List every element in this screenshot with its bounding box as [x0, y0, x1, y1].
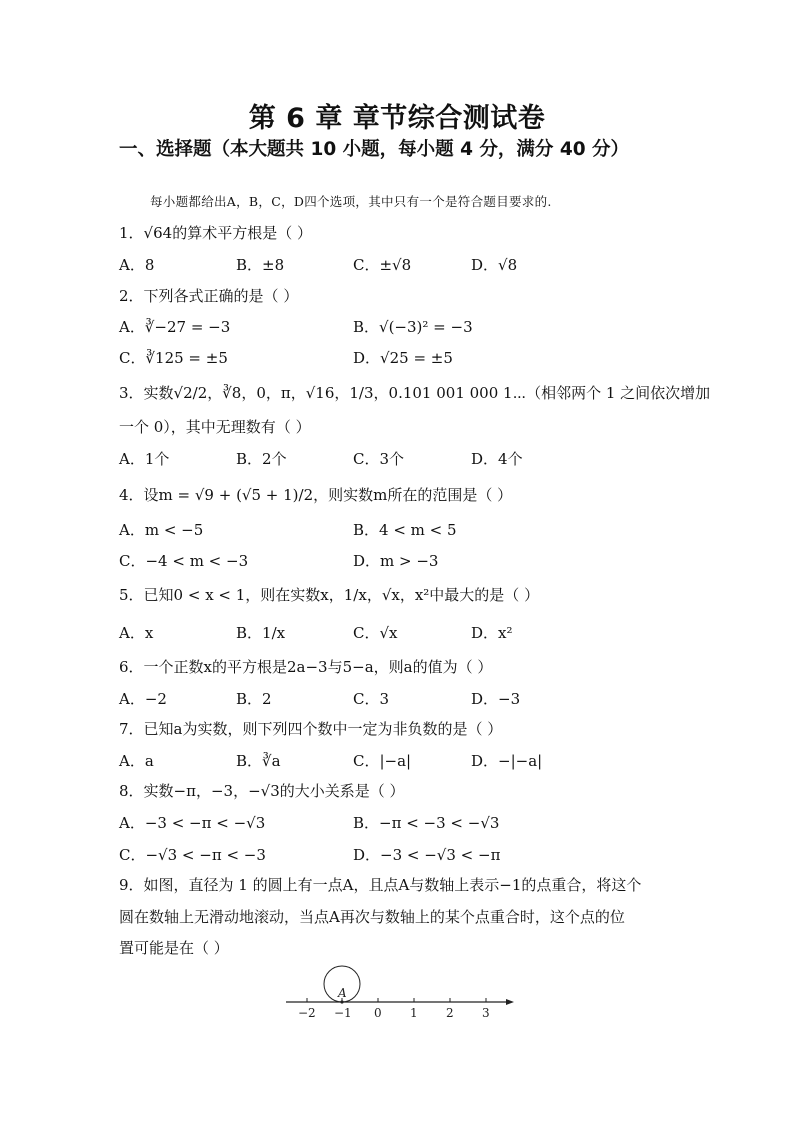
- question-2-option-a: A．∛−27 = −3: [119, 318, 231, 336]
- tick-label: 0: [374, 1006, 382, 1020]
- question-5-option-d: D．x²: [471, 624, 513, 642]
- question-9-stem-cont-2: 置可能是在（ ）: [119, 939, 229, 957]
- question-5-option-a: A．x: [119, 624, 154, 642]
- point-a-label: A: [338, 986, 347, 1000]
- question-8-option-b: B．−π < −3 < −√3: [353, 814, 500, 832]
- tick-label: −2: [298, 1006, 316, 1020]
- question-1-option-b: B．±8: [236, 256, 285, 274]
- question-8-stem: 8．实数−π，−3，−√3的大小关系是（ ）: [119, 782, 405, 800]
- question-7-option-a: A．a: [119, 752, 154, 770]
- question-6-option-b: B．2: [236, 690, 272, 708]
- question-7-option-d: D．−|−a|: [471, 752, 543, 770]
- question-2-stem: 2．下列各式正确的是（ ）: [119, 287, 299, 305]
- question-7-stem: 7．已知a为实数，则下列四个数中一定为非负数的是（ ）: [119, 720, 503, 738]
- question-2-option-b: B．√(−3)² = −3: [353, 318, 473, 336]
- question-3-option-c: C．3个: [353, 450, 405, 468]
- question-8-option-a: A．−3 < −π < −√3: [119, 814, 266, 832]
- question-1-stem: 1．√64的算术平方根是（ ）: [119, 224, 312, 242]
- question-6-option-c: C．3: [353, 690, 390, 708]
- question-6-option-a: A．−2: [119, 690, 167, 708]
- question-8-option-c: C．−√3 < −π < −3: [119, 846, 266, 864]
- question-2-option-d: D．√25 = ±5: [353, 349, 453, 367]
- question-4-option-c: C．−4 < m < −3: [119, 552, 249, 570]
- question-4-stem: 4．设m = √9 + (√5 + 1)/2，则实数m所在的范围是（ ）: [119, 486, 513, 504]
- question-5-stem: 5．已知0 < x < 1，则在实数x，1/x，√x，x²中最大的是（ ）: [119, 586, 540, 604]
- question-1-option-a: A．8: [119, 256, 155, 274]
- question-3-stem: 3．实数√2/2，∛8，0，π，√16，1/3，0.101 001 000 1⋯（相邻两个 1 之间依次增加: [119, 384, 711, 402]
- page-title: 第 6 章 章节综合测试卷: [248, 103, 546, 134]
- question-4-option-a: A．m < −5: [119, 521, 204, 539]
- question-6-option-d: D．−3: [471, 690, 521, 708]
- question-8-option-d: D．−3 < −√3 < −π: [353, 846, 501, 864]
- axis-arrowhead: [506, 999, 514, 1005]
- section-heading: 一、选择题（本大题共 10 小题，每小题 4 分，满分 40 分）: [119, 139, 630, 160]
- question-7-option-c: C．|−a|: [353, 752, 412, 770]
- instruction-note: 每小题都给出A，B，C，D四个选项，其中只有一个是符合题目要求的.: [150, 194, 552, 209]
- question-3-option-a: A．1个: [119, 450, 170, 468]
- question-4-option-d: D．m > −3: [353, 552, 439, 570]
- question-2-option-c: C．∛125 = ±5: [119, 349, 228, 367]
- question-9-stem: 9．如图，直径为 1 的圆上有一点A，且点A与数轴上表示−1的点重合，将这个: [119, 876, 642, 894]
- question-5-option-b: B．1/x: [236, 624, 286, 642]
- tick-label: −1: [334, 1006, 352, 1020]
- tick-label: 2: [446, 1006, 454, 1020]
- question-6-stem: 6．一个正数x的平方根是2a−3与5−a，则a的值为（ ）: [119, 658, 493, 676]
- question-3-stem-cont: 一个 0），其中无理数有（ ）: [119, 418, 311, 436]
- tick-label: 1: [410, 1006, 418, 1020]
- question-4-option-b: B．4 < m < 5: [353, 521, 457, 539]
- number-line-svg: [280, 960, 520, 1020]
- question-1-option-d: D．√8: [471, 256, 518, 274]
- question-1-option-c: C．±√8: [353, 256, 412, 274]
- question-7-option-b: B．∛a: [236, 752, 281, 770]
- question-3-option-d: D．4个: [471, 450, 523, 468]
- question-5-option-c: C．√x: [353, 624, 398, 642]
- question-9-stem-cont: 圆在数轴上无滑动地滚动，当点A再次与数轴上的某个点重合时，这个点的位: [119, 908, 625, 926]
- tick-label: 3: [482, 1006, 490, 1020]
- question-3-option-b: B．2个: [236, 450, 287, 468]
- number-line-figure: [280, 960, 520, 1020]
